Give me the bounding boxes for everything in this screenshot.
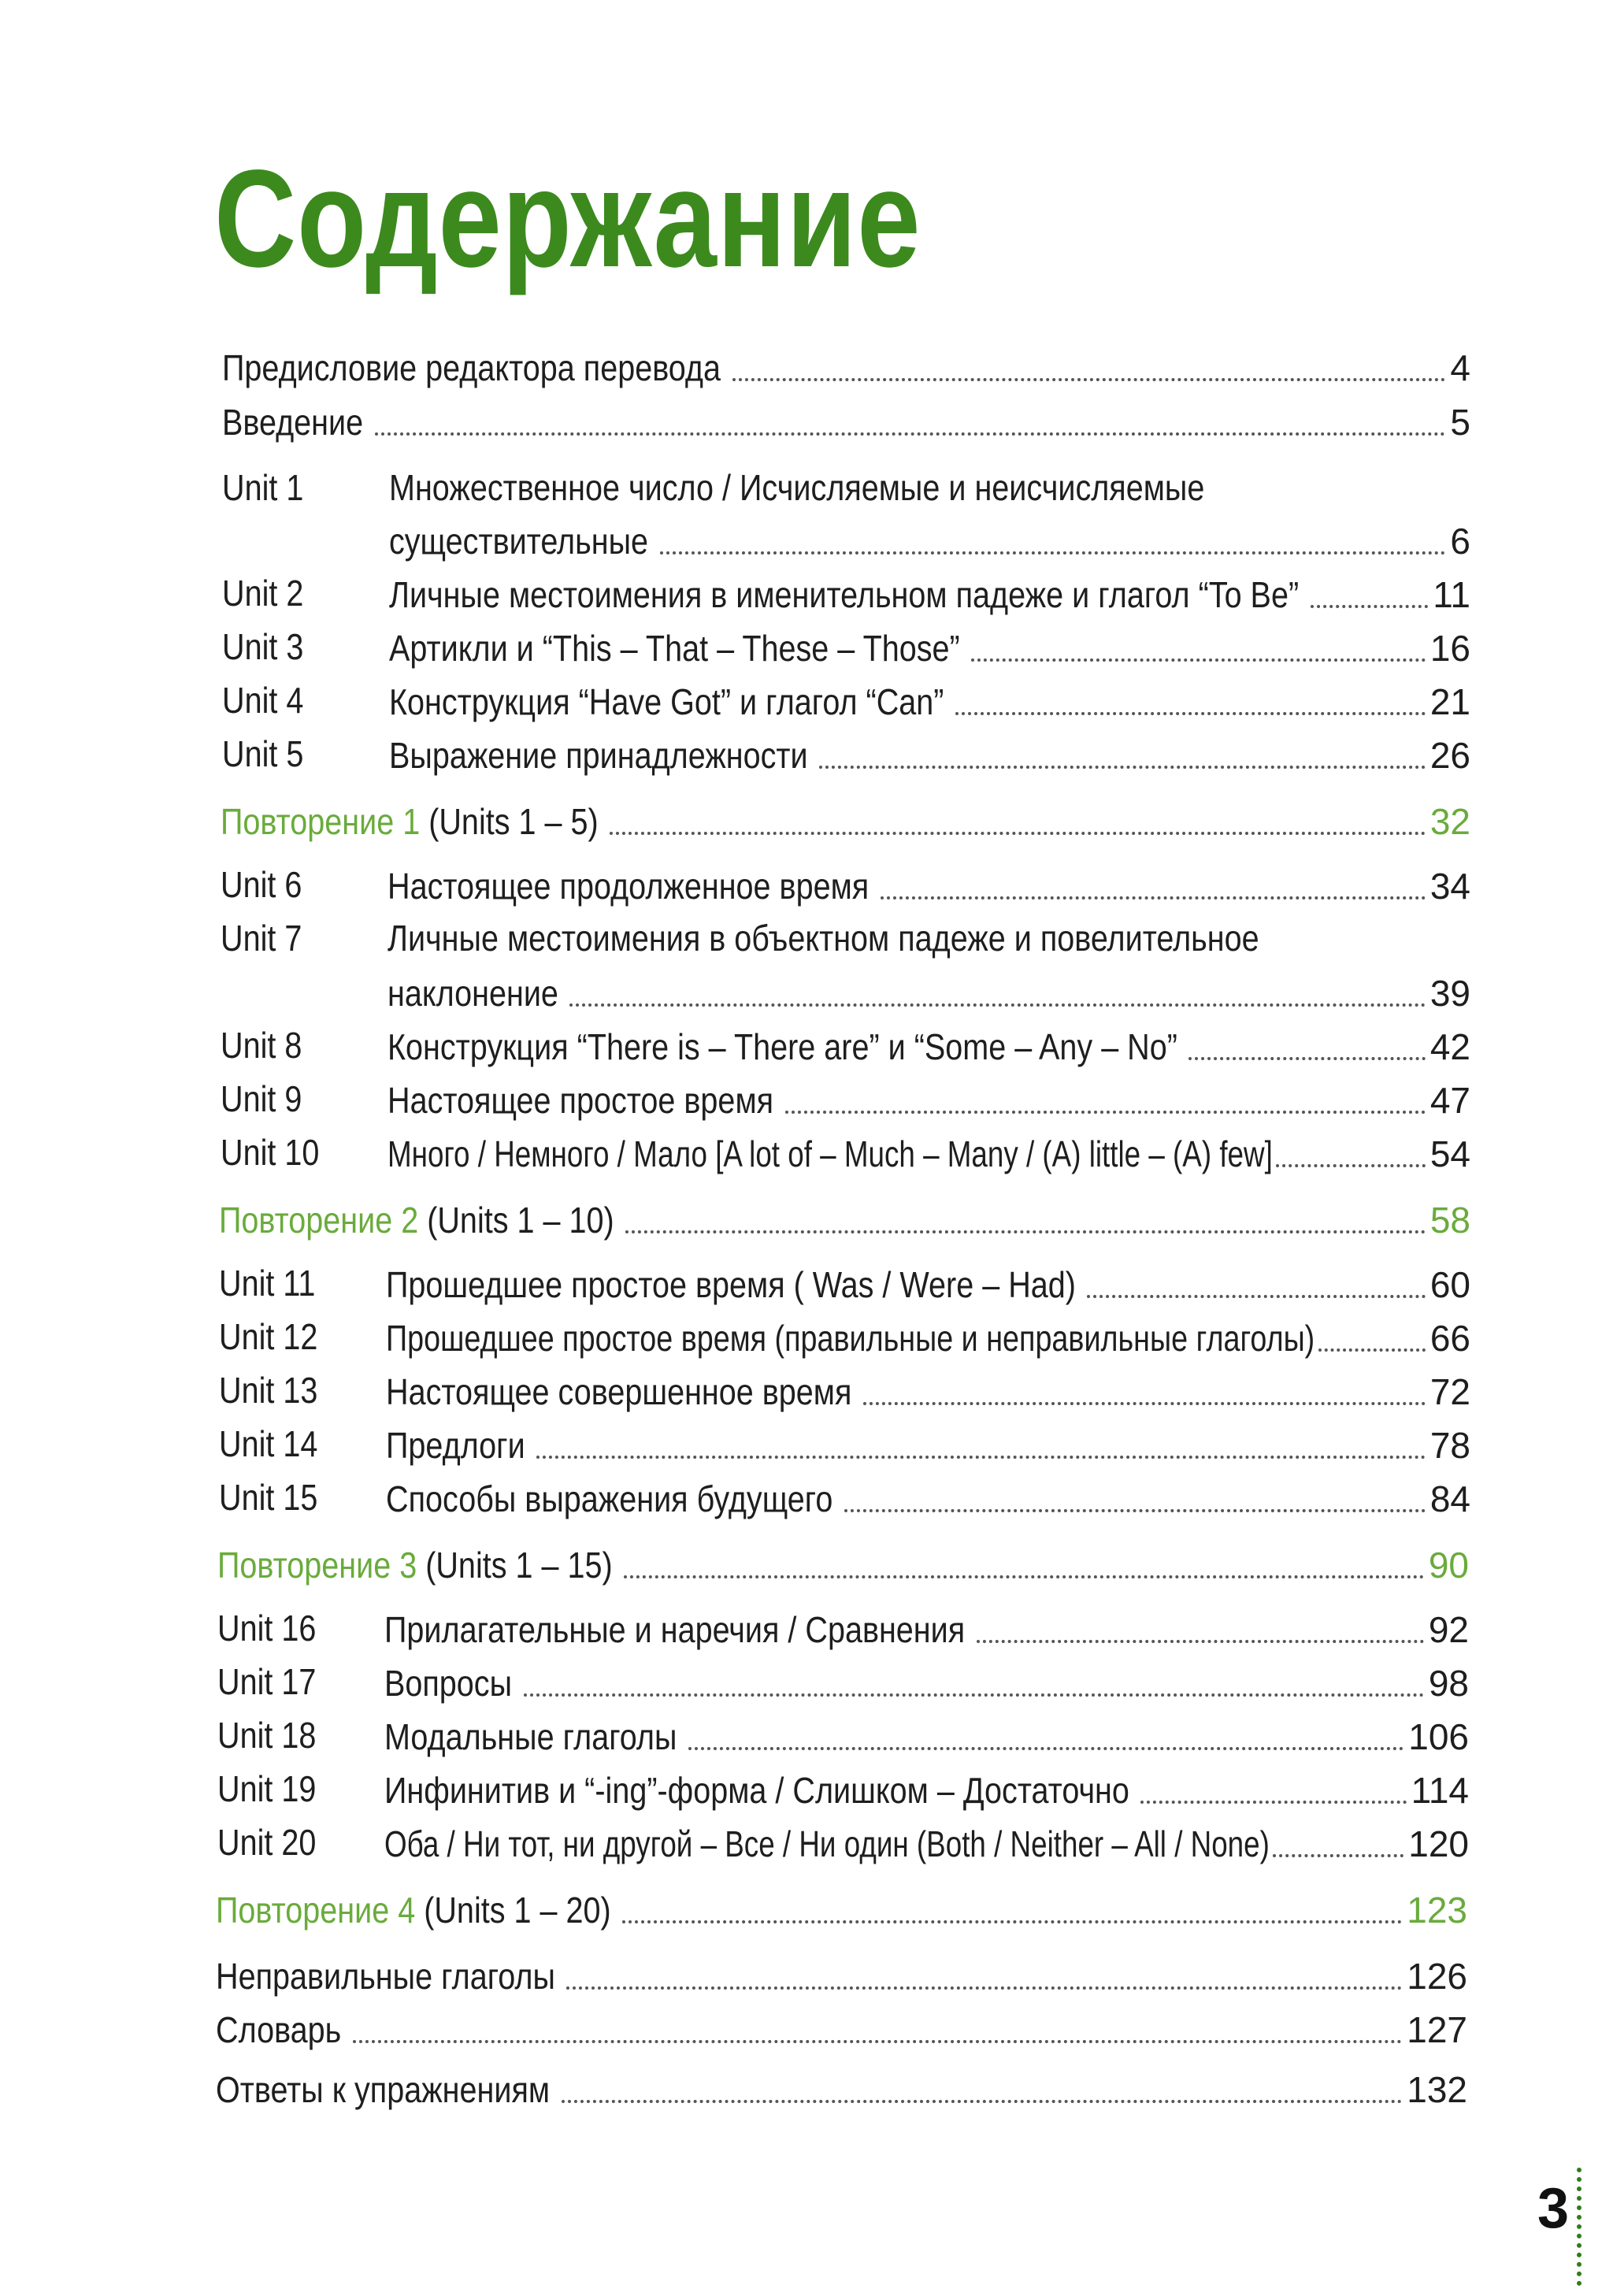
toc-entry-label: Выражение принадлежности (389, 735, 808, 776)
unit-label: Unit 7 (221, 918, 302, 959)
dot-leader (688, 1747, 1403, 1750)
toc-entry-label: Вопросы (384, 1663, 513, 1704)
toc-page-number: 78 (1429, 1425, 1470, 1466)
toc-page-number: 16 (1429, 628, 1470, 669)
review-label: Повторение 3 (217, 1545, 417, 1586)
page-title: Содержание (214, 142, 921, 296)
toc-page-number: 39 (1429, 973, 1470, 1014)
toc-entry-unit-15[interactable] (386, 1474, 1470, 1522)
unit-label: Unit 8 (221, 1025, 302, 1066)
toc-entry-unit-2[interactable] (389, 570, 1470, 618)
toc-entry-label: Прошедшее простое время ( Was / Were – Had) (386, 1264, 1076, 1305)
toc-entry-review-1[interactable] (221, 797, 1470, 844)
unit-label: Unit 20 (217, 1822, 317, 1863)
toc-entry-label: Предлоги (386, 1425, 525, 1466)
dot-leader (1276, 1164, 1426, 1167)
toc-page-number: 126 (1407, 1956, 1467, 1997)
unit-label: Unit 11 (219, 1263, 316, 1304)
review-range: (Units 1 – 10) (427, 1200, 614, 1241)
toc-page-number: 90 (1428, 1545, 1469, 1586)
toc-entry-label: Настоящее продолженное время (387, 866, 870, 907)
toc-entry-unit-10[interactable] (387, 1129, 1470, 1177)
toc-entry-label: Артикли и “This – That – These – Those” (389, 628, 960, 669)
toc-page-number: 32 (1429, 801, 1470, 842)
toc-page-number: 120 (1408, 1823, 1469, 1864)
toc-entry-unit-20[interactable] (384, 1819, 1469, 1867)
toc-entry-unit-1[interactable] (389, 517, 1470, 564)
unit-label: Unit 3 (222, 626, 304, 667)
toc-page-number: 21 (1429, 681, 1470, 722)
toc-entry-unit-6[interactable] (387, 862, 1470, 909)
review-range: (Units 1 – 5) (428, 801, 599, 842)
toc-entry-label: существительные (389, 521, 649, 562)
dot-leader (1188, 1057, 1426, 1060)
unit-label: Unit 13 (219, 1370, 318, 1411)
toc-page-number: 66 (1429, 1318, 1470, 1359)
dot-leader (1273, 1854, 1403, 1857)
page-number: 3 (1537, 2177, 1570, 2240)
toc-entry-label-line1: Множественное число / Исчисляемые и неисчисляемые (389, 467, 1205, 508)
review-label: Повторение 1 (221, 801, 421, 842)
toc-entry-label: Способы выражения будущего (386, 1478, 833, 1519)
toc-page-number: 42 (1429, 1026, 1470, 1067)
toc-entry-dictionary[interactable] (216, 2005, 1467, 2053)
dot-leader (1311, 605, 1428, 608)
unit-label: Unit 17 (217, 1661, 317, 1702)
toc-page-number: 11 (1433, 574, 1470, 615)
dot-leader (1318, 1348, 1426, 1352)
toc-entry-unit-14[interactable] (386, 1421, 1470, 1468)
toc-page-number: 60 (1429, 1264, 1470, 1305)
toc-page-number: 47 (1429, 1080, 1470, 1121)
dot-leader (881, 896, 1426, 899)
toc-page-number: 5 (1450, 402, 1470, 443)
dot-leader (566, 1986, 1402, 1990)
toc-page-number: 92 (1428, 1609, 1469, 1650)
toc-entry-unit-9[interactable] (387, 1076, 1470, 1123)
dot-leader (569, 1003, 1426, 1007)
unit-label: Unit 6 (221, 864, 302, 905)
unit-label: Unit 5 (222, 733, 304, 774)
toc-entry-unit-11[interactable] (386, 1260, 1470, 1307)
unit-label: Unit 12 (219, 1316, 318, 1357)
dot-leader (971, 658, 1426, 662)
toc-entry-label: Прилагательные и наречия / Сравнения (384, 1609, 966, 1650)
toc-entry-review-3[interactable] (217, 1541, 1469, 1588)
unit-label: Unit 14 (219, 1423, 318, 1464)
toc-entry-label: Ответы к упражнениям (216, 2069, 551, 2110)
dot-leader (732, 378, 1445, 381)
toc-page-number: 114 (1411, 1770, 1469, 1811)
toc-page-number: 34 (1429, 866, 1470, 907)
dot-leader (955, 712, 1426, 715)
toc-entry-unit-12[interactable] (386, 1314, 1470, 1361)
dot-leader (562, 2100, 1402, 2103)
toc-page-number: 72 (1429, 1371, 1470, 1412)
dot-leader (624, 1575, 1424, 1578)
review-label: Повторение 4 (216, 1890, 416, 1931)
dot-leader (785, 1111, 1426, 1114)
toc-page-number: 26 (1429, 735, 1470, 776)
toc-entry-unit-5[interactable] (389, 731, 1470, 778)
toc-entry-label: Настоящее простое время (387, 1080, 774, 1121)
dot-leader (353, 2040, 1402, 2043)
unit-label: Unit 16 (217, 1608, 317, 1649)
toc-entry-label: Настоящее совершенное время (386, 1371, 852, 1412)
toc-entry-unit-13[interactable] (386, 1367, 1470, 1415)
toc-entry-label: Модальные глаголы (384, 1716, 677, 1757)
toc-page-number: 84 (1429, 1478, 1470, 1519)
toc-entry-unit-4[interactable] (389, 677, 1470, 725)
review-range: (Units 1 – 15) (425, 1545, 613, 1586)
toc-entry-label: Конструкция “There is – There are” и “Some – Any – No” (387, 1026, 1177, 1067)
dot-leader (625, 1230, 1426, 1233)
toc-entry-unit-7[interactable] (387, 969, 1470, 1016)
toc-entry-label: наклонение (387, 973, 558, 1014)
review-label: Повторение 2 (219, 1200, 419, 1241)
unit-label: Unit 19 (217, 1768, 317, 1809)
unit-label: Unit 9 (221, 1078, 302, 1119)
dot-leader (863, 1402, 1426, 1405)
dot-leader (622, 1920, 1402, 1923)
dot-leader (1140, 1801, 1407, 1804)
unit-label: Unit 4 (222, 680, 304, 721)
toc-entry-label: Введение (222, 402, 364, 443)
toc-entry-unit-3[interactable] (389, 624, 1470, 671)
toc-entry-unit-16[interactable] (384, 1605, 1469, 1652)
dot-leader (536, 1456, 1426, 1459)
toc-entry-review-2[interactable] (219, 1196, 1470, 1243)
toc-entry-irregular-verbs[interactable] (216, 1952, 1467, 1999)
toc-entry-unit-18[interactable] (384, 1712, 1469, 1760)
toc-entry-intro[interactable] (222, 398, 1470, 445)
toc-entry-label: Конструкция “Have Got” и глагол “Can” (389, 681, 944, 722)
toc-entry-label: Много / Немного / Мало [A lot of – Much – Many / (A) little – (A) few] (387, 1133, 1273, 1174)
toc-entry-label: Оба / Ни тот, ни другой – Все / Ни один (Both / Neither – All / None) (384, 1823, 1270, 1864)
decorative-dotted-line (1577, 2168, 1588, 2286)
toc-entry-label-line1: Личные местоимения в объектном падеже и повелительное (387, 918, 1259, 959)
dot-leader (524, 1693, 1424, 1697)
toc-page-number: 123 (1407, 1890, 1467, 1931)
toc-entry-label: Предисловие редактора перевода (222, 347, 721, 388)
toc-entry-label: Словарь (216, 2009, 342, 2050)
dot-leader (610, 832, 1426, 835)
dot-leader (844, 1509, 1426, 1512)
toc-page-number: 127 (1407, 2009, 1467, 2050)
unit-label: Unit 18 (217, 1715, 317, 1756)
dot-leader (660, 551, 1445, 555)
toc-entry-label: Личные местоимения в именительном падеже и глагол “To Be” (389, 574, 1300, 615)
toc-page-number: 98 (1428, 1663, 1469, 1704)
review-range: (Units 1 – 20) (424, 1890, 611, 1931)
dot-leader (375, 432, 1445, 436)
toc-page-number: 4 (1450, 347, 1470, 388)
toc-page-number: 106 (1408, 1716, 1469, 1757)
toc-entry-answers[interactable] (216, 2065, 1467, 2112)
toc-page-number: 54 (1429, 1133, 1470, 1174)
unit-label: Unit 15 (219, 1477, 318, 1518)
dot-leader (1087, 1295, 1426, 1298)
dot-leader (977, 1640, 1424, 1643)
toc-page-number: 6 (1450, 521, 1470, 562)
toc-entry-unit-17[interactable] (384, 1659, 1469, 1706)
toc-entry-unit-19[interactable] (384, 1766, 1469, 1813)
unit-label: Unit 2 (222, 573, 304, 614)
toc-entry-preface[interactable] (222, 343, 1470, 391)
toc-entry-unit-8[interactable] (387, 1022, 1470, 1070)
toc-entry-label: Инфинитив и “-ing”-форма / Слишком – Достаточно (384, 1770, 1129, 1811)
toc-entry-label: Неправильные глаголы (216, 1956, 555, 1997)
unit-label: Unit 1 (222, 467, 304, 508)
dot-leader (819, 766, 1426, 769)
toc-entry-review-4[interactable] (216, 1886, 1467, 1933)
unit-label: Unit 10 (221, 1132, 320, 1173)
toc-page-number: 132 (1407, 2069, 1467, 2110)
toc-entry-label: Прошедшее простое время (правильные и неправильные глаголы) (386, 1318, 1315, 1359)
toc-page-number: 58 (1429, 1200, 1470, 1241)
